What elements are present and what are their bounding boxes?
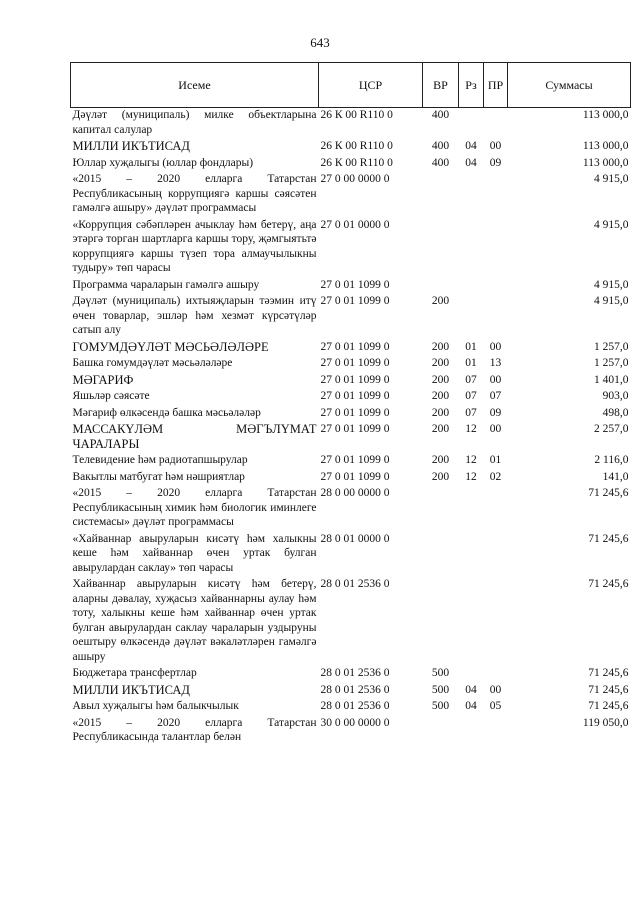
row-name: Программа чараларын гамәлгә ашыру (72, 278, 260, 291)
row-sum: 71 245,6 (588, 578, 629, 590)
row-pr (484, 532, 508, 578)
row-rz: 07 (465, 406, 477, 419)
row-sum: 71 245,6 (588, 532, 629, 545)
table-row (71, 278, 631, 295)
row-pr: 09 (489, 406, 502, 419)
row-name: Дәүләт (муниципаль) милке объектларына капитал салулар (72, 109, 317, 136)
row-vr: 200 (431, 423, 450, 435)
row-csr: 26 К 00 R110 0 (320, 109, 393, 121)
row-name: Вакытлы матбугат һәм нәшриятлар (72, 470, 245, 483)
row-csr: 27 0 01 1099 0 (320, 278, 390, 291)
row-csr: 28 0 01 2536 0 (320, 683, 390, 696)
row-sum: 113 000,0 (582, 109, 629, 121)
row-rz: 12 (465, 454, 477, 466)
row-pr: 00 (489, 423, 502, 435)
row-sum: 113 000,0 (582, 140, 629, 152)
row-csr: 27 0 01 1099 0 (320, 470, 390, 483)
row-pr (484, 218, 508, 278)
table-row (71, 389, 631, 406)
table-row (71, 699, 631, 716)
table-row (71, 156, 631, 173)
row-csr: 26 К 00 R110 0 (320, 140, 393, 152)
row-pr: 02 (489, 470, 502, 483)
row-name: Юллар хуҗалыгы (юллар фондлары) (72, 156, 254, 169)
row-name: «Хайваннар авыруларын кисәтү һәм халыкны кеше һәм хайваннар өчен уртак булган авырулардан саклау» төп чарасы (72, 532, 317, 574)
header-csr: ЦСР (319, 63, 423, 108)
row-rz (459, 108, 484, 140)
row-sum: 4 915,0 (594, 218, 629, 231)
row-csr: 27 0 01 1099 0 (320, 406, 390, 419)
row-rz (459, 278, 484, 295)
row-name: ГОМУМДӘҮЛӘТ МӘСЬӘЛӘЛӘРЕ (72, 339, 269, 354)
row-vr (423, 218, 459, 278)
row-pr (484, 108, 508, 140)
row-rz (459, 716, 484, 747)
row-sum: 71 245,6 (588, 487, 629, 499)
header-vr: ВР (423, 63, 459, 108)
row-csr: 27 0 01 1099 0 (320, 423, 390, 435)
row-vr (423, 278, 459, 295)
row-sum: 71 245,6 (588, 700, 629, 712)
row-rz: 04 (465, 140, 477, 152)
row-csr: 27 0 01 1099 0 (320, 373, 390, 386)
row-rz: 07 (465, 373, 477, 386)
row-sum: 4 915,0 (594, 278, 629, 291)
header-pr: ПР (484, 63, 508, 108)
row-name: МИЛЛИ ИКЪТИСАД (72, 139, 190, 153)
table-row (71, 373, 631, 390)
row-vr (423, 486, 459, 532)
row-name: «2015 – 2020 елларга Татарстан Республикасында талантлар белән (72, 716, 317, 743)
row-vr (423, 172, 459, 218)
table-row (71, 294, 631, 340)
row-pr (484, 577, 508, 666)
row-sum: 71 245,6 (588, 667, 629, 679)
table-row (71, 356, 631, 373)
row-csr: 26 К 00 R110 0 (320, 156, 393, 169)
row-vr (423, 577, 459, 666)
row-vr: 500 (431, 667, 450, 679)
row-pr (484, 486, 508, 532)
table-row (71, 666, 631, 683)
row-name: «2015 – 2020 елларга Татарстан Республикасының химик һәм биологик иминлеге системасы» дәүләт программасы (72, 487, 317, 528)
row-csr: 28 0 01 2536 0 (320, 667, 390, 679)
row-name: Телевидение һәм радиотапшырулар (72, 454, 248, 466)
row-vr: 200 (431, 454, 450, 466)
row-name: «2015 – 2020 елларга Татарстан Республикасының коррупциягә каршы сәясәтен гамәлгә ашыру» дәүләт программасы (72, 173, 317, 214)
row-sum: 2 257,0 (594, 423, 629, 435)
row-csr: 27 0 01 0000 0 (320, 218, 390, 231)
table-row (71, 108, 631, 140)
row-rz: 12 (465, 470, 477, 483)
row-name: МӘГАРИФ (72, 372, 134, 387)
row-csr: 28 0 00 0000 0 (320, 487, 390, 499)
row-sum: 1 401,0 (594, 373, 629, 386)
row-vr (423, 532, 459, 578)
table-row (71, 218, 631, 278)
row-name: Башка гомумдәүләт мәсьәләләре (72, 357, 233, 369)
row-name: Дәүләт (муниципаль) ихтыяҗларын тәэмин итү өчен товарлар, эшләр һәм хезмәт күрсәтүләр сатып алу (72, 295, 317, 336)
table-row (71, 340, 631, 357)
row-rz: 04 (465, 683, 477, 696)
row-csr: 28 0 01 0000 0 (320, 532, 390, 545)
row-pr: 00 (489, 373, 502, 386)
header-rz: Рз (459, 63, 484, 108)
row-sum: 4 915,0 (594, 173, 629, 185)
row-vr: 400 (431, 109, 450, 121)
table-row (71, 406, 631, 423)
row-rz: 07 (465, 390, 477, 402)
table-row (71, 422, 631, 453)
row-csr: 27 0 01 1099 0 (320, 340, 390, 353)
row-pr (484, 172, 508, 218)
row-rz (459, 532, 484, 578)
row-vr: 200 (431, 357, 450, 369)
row-pr: 13 (489, 357, 502, 369)
row-name: Бюджетара трансфертлар (72, 667, 197, 679)
row-name: Мәгариф өлкәсендә башка мәсьәләләр (72, 406, 261, 419)
row-name: Яшьләр сәясәте (72, 390, 150, 402)
row-rz: 12 (465, 423, 477, 435)
row-pr (484, 278, 508, 295)
row-sum: 141,0 (602, 470, 629, 483)
row-vr (423, 716, 459, 747)
row-sum: 498,0 (602, 406, 629, 419)
table-row (71, 577, 631, 666)
row-sum: 2 116,0 (594, 454, 629, 466)
row-rz (459, 294, 484, 340)
row-vr: 500 (431, 683, 450, 696)
table-row (71, 716, 631, 747)
row-csr: 27 0 01 1099 0 (320, 357, 390, 369)
header-name: Исеме (71, 63, 319, 108)
row-pr: 00 (489, 340, 502, 353)
row-pr: 00 (489, 140, 502, 152)
row-rz (459, 577, 484, 666)
row-sum: 119 050,0 (582, 716, 629, 729)
row-pr: 01 (489, 454, 502, 466)
row-name: «Коррупция сәбәпләрен ачыклау һәм бетерү, аңа этәргә торган шартларга каршы тору, җәмгыятьтә коррупциягә каршы түзеп тора алмаучылыкны тудыру» төп чарасы (72, 218, 317, 274)
table-row (71, 139, 631, 156)
row-rz: 04 (465, 700, 477, 712)
row-vr: 500 (431, 700, 450, 712)
row-csr: 28 0 01 2536 0 (320, 700, 390, 712)
row-sum: 71 245,6 (588, 683, 629, 696)
row-rz (459, 486, 484, 532)
row-vr: 400 (431, 140, 450, 152)
header-sum: Суммасы (508, 63, 631, 108)
row-vr: 200 (431, 295, 450, 307)
row-csr: 30 0 00 0000 0 (320, 716, 390, 729)
table-header-row (71, 63, 631, 108)
row-pr: 07 (489, 390, 502, 402)
row-pr (484, 294, 508, 340)
table-row (71, 470, 631, 487)
row-name: МИЛЛИ ИКЪТИСАД (72, 682, 190, 697)
row-name: Хайваннар авыруларын кисәтү һәм бетерү, аларны дәвалау, хуҗасыз хайваннарны аулау һәм тоту, халыкны кеше һәм хайваннар өчен уртак булган авырулардан саклау чараларын уздыруны оештыру өлкәсендә дәүләт вәкаләтләрен гамәлгә ашыру (72, 578, 317, 663)
row-rz (459, 218, 484, 278)
budget-table (70, 62, 631, 747)
row-csr: 27 0 01 1099 0 (320, 295, 390, 307)
row-sum: 1 257,0 (594, 340, 629, 353)
row-sum: 4 915,0 (594, 295, 629, 307)
table-row (71, 683, 631, 700)
row-pr: 09 (489, 156, 502, 169)
table-row (71, 532, 631, 578)
table-row (71, 486, 631, 532)
row-vr: 200 (431, 390, 450, 402)
row-rz: 01 (465, 340, 477, 353)
page-number: 643 (310, 35, 330, 50)
row-sum: 1 257,0 (594, 357, 629, 369)
row-vr: 200 (431, 340, 450, 353)
row-csr: 27 0 01 1099 0 (320, 454, 390, 466)
row-name: МАССАКҮЛӘМ МӘГЪЛҮМАТ ЧАРАЛАРЫ (72, 422, 317, 451)
table-row (71, 172, 631, 218)
row-vr: 200 (431, 373, 450, 386)
table-row (71, 453, 631, 470)
row-rz (459, 666, 484, 683)
row-pr (484, 666, 508, 683)
row-sum: 903,0 (602, 390, 629, 402)
row-vr: 200 (431, 470, 450, 483)
row-csr: 28 0 01 2536 0 (320, 578, 390, 590)
row-vr: 200 (431, 406, 450, 419)
row-csr: 27 0 01 1099 0 (320, 390, 390, 402)
row-pr (484, 716, 508, 747)
row-rz (459, 172, 484, 218)
row-name: Авыл хуҗалыгы һәм балыкчылык (72, 700, 239, 712)
row-sum: 113 000,0 (582, 156, 629, 169)
row-pr: 00 (489, 683, 502, 696)
row-csr: 27 0 00 0000 0 (320, 173, 390, 185)
row-pr: 05 (489, 700, 502, 712)
row-rz: 04 (465, 156, 477, 169)
row-vr: 400 (431, 156, 450, 169)
row-rz: 01 (465, 357, 477, 369)
